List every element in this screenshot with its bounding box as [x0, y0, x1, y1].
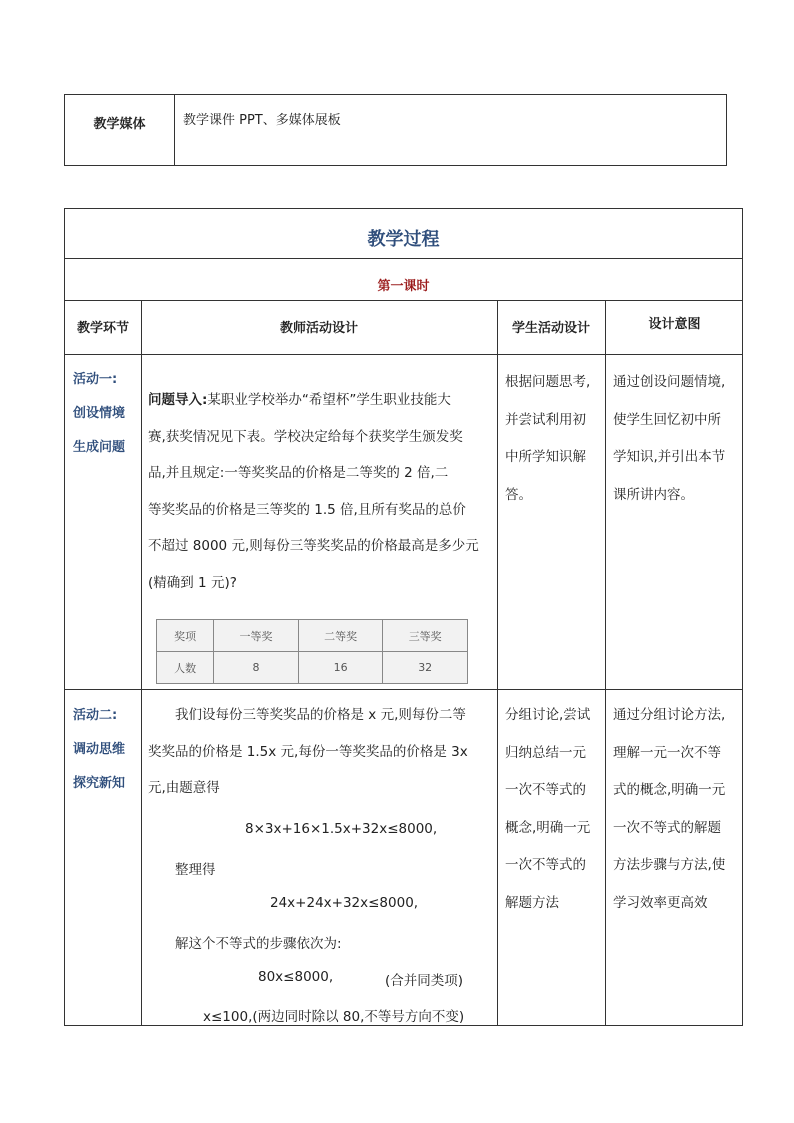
table-cell: 一等奖 [214, 620, 299, 652]
activity1-student-text [505, 364, 603, 514]
col-divider [605, 300, 606, 1025]
activity1-teacher-text [148, 382, 493, 601]
equation-3-note: (合并同类项) [385, 973, 464, 989]
intent-line: 一次不等式的解题 [613, 819, 721, 836]
intent-line: 方法步骤与方法,使 [613, 857, 726, 873]
equation-3: 80x≤8000, [258, 969, 334, 985]
activity1-title-line: 创设情境 [73, 406, 126, 421]
table-cell: 二等奖 [298, 620, 383, 652]
award-table [156, 619, 468, 684]
activity2-intent-text [613, 697, 741, 922]
table-row [157, 620, 468, 652]
equation-4: x≤100,(两边同时除以 80,不等号方向不变) [203, 1009, 465, 1025]
table-cell: 奖项 [157, 620, 214, 652]
activity2-title [73, 699, 139, 801]
lesson-label: 第一课时 [377, 279, 430, 294]
intent-line: 学知识,并引出本节 [613, 449, 726, 465]
equation-2: 24x+24x+32x≤8000, [270, 895, 419, 911]
header-stage: 教学环节 [76, 321, 129, 336]
student-line: 分组讨论,尝试 [505, 707, 591, 723]
activity2-student-text [505, 697, 603, 922]
student-line: 一次不等式的 [505, 857, 586, 873]
intent-line: 通过创设问题情境, [613, 374, 726, 390]
col-divider [141, 300, 142, 1025]
intent-line: 课所讲内容。 [613, 486, 694, 503]
intent-line: 通过分组讨论方法, [613, 707, 726, 723]
table-cell: 8 [214, 652, 299, 684]
teaching-process-table [64, 208, 743, 1026]
teacher-line: 某职业学校举办“希望杯”学生职业技能大 [207, 392, 451, 408]
solve-label: 解这个不等式的步骤依次为: [175, 936, 342, 952]
table-cell: 三等奖 [383, 620, 468, 652]
teacher-line: 奖奖品的价格是 1.5x 元,每份一等奖奖品的价格是 3x [148, 743, 468, 760]
student-line: 解题方法 [505, 894, 559, 911]
equation-1: 8×3x+16×1.5x+32x≤8000, [245, 821, 438, 837]
student-line: 根据问题思考, [505, 374, 591, 390]
row-divider [65, 689, 742, 690]
student-line: 中所学知识解 [505, 449, 586, 465]
table-cell: 32 [383, 652, 468, 684]
intent-line: 使学生回忆初中所 [613, 411, 721, 428]
process-title: 教学过程 [367, 229, 440, 250]
student-line: 答。 [505, 486, 532, 503]
student-line: 归纳总结一元 [505, 744, 586, 761]
activity1-title-line: 活动一: [73, 372, 118, 387]
activity1-intent-text [613, 364, 741, 514]
table-cell: 人数 [157, 652, 214, 684]
teacher-line: 等奖奖品的价格是三等奖的 1.5 倍,且所有奖品的总价 [148, 501, 466, 518]
row-divider [65, 354, 742, 355]
student-line: 概念,明确一元 [505, 819, 591, 836]
teacher-line: 不超过 8000 元,则每份三等奖奖品的价格最高是多少元 [148, 538, 479, 554]
teacher-line: 元,由题意得 [148, 780, 220, 796]
media-label: 教学媒体 [65, 95, 175, 165]
row-divider [65, 258, 742, 259]
activity2-title-line: 活动二: [73, 708, 118, 723]
activity2-title-line: 调动思维 [73, 742, 126, 757]
table-cell: 16 [298, 652, 383, 684]
problem-intro-label: 问题导入: [148, 392, 208, 408]
activity2-teacher-text [148, 697, 493, 807]
student-line: 并尝试利用初 [505, 411, 586, 428]
teacher-line: 我们设每份三等奖奖品的价格是 x 元,则每份二等 [175, 707, 466, 723]
header-teacher: 教师活动设计 [279, 321, 358, 336]
activity1-title-line: 生成问题 [73, 440, 126, 455]
activity1-title [73, 363, 139, 465]
header-intent: 设计意图 [648, 317, 701, 332]
row-divider [65, 300, 742, 301]
intent-line: 式的概念,明确一元 [613, 782, 726, 798]
intent-line: 理解一元一次不等 [613, 744, 721, 761]
teacher-line: 品,并且规定:一等奖奖品的价格是二等奖的 2 倍,二 [148, 465, 449, 481]
media-value: 教学课件 PPT、多媒体展板 [183, 113, 341, 128]
step-label: 整理得 [175, 862, 216, 878]
student-line: 一次不等式的 [505, 782, 586, 798]
teacher-line: (精确到 1 元)? [148, 574, 237, 591]
intent-line: 学习效率更高效 [613, 894, 708, 911]
col-divider [497, 300, 498, 1025]
activity2-title-line: 探究新知 [73, 776, 126, 791]
table-row [157, 652, 468, 684]
teacher-line: 赛,获奖情况见下表。学校决定给每个获奖学生颁发奖 [148, 428, 463, 445]
media-table [64, 94, 727, 166]
header-student: 学生活动设计 [511, 321, 590, 336]
